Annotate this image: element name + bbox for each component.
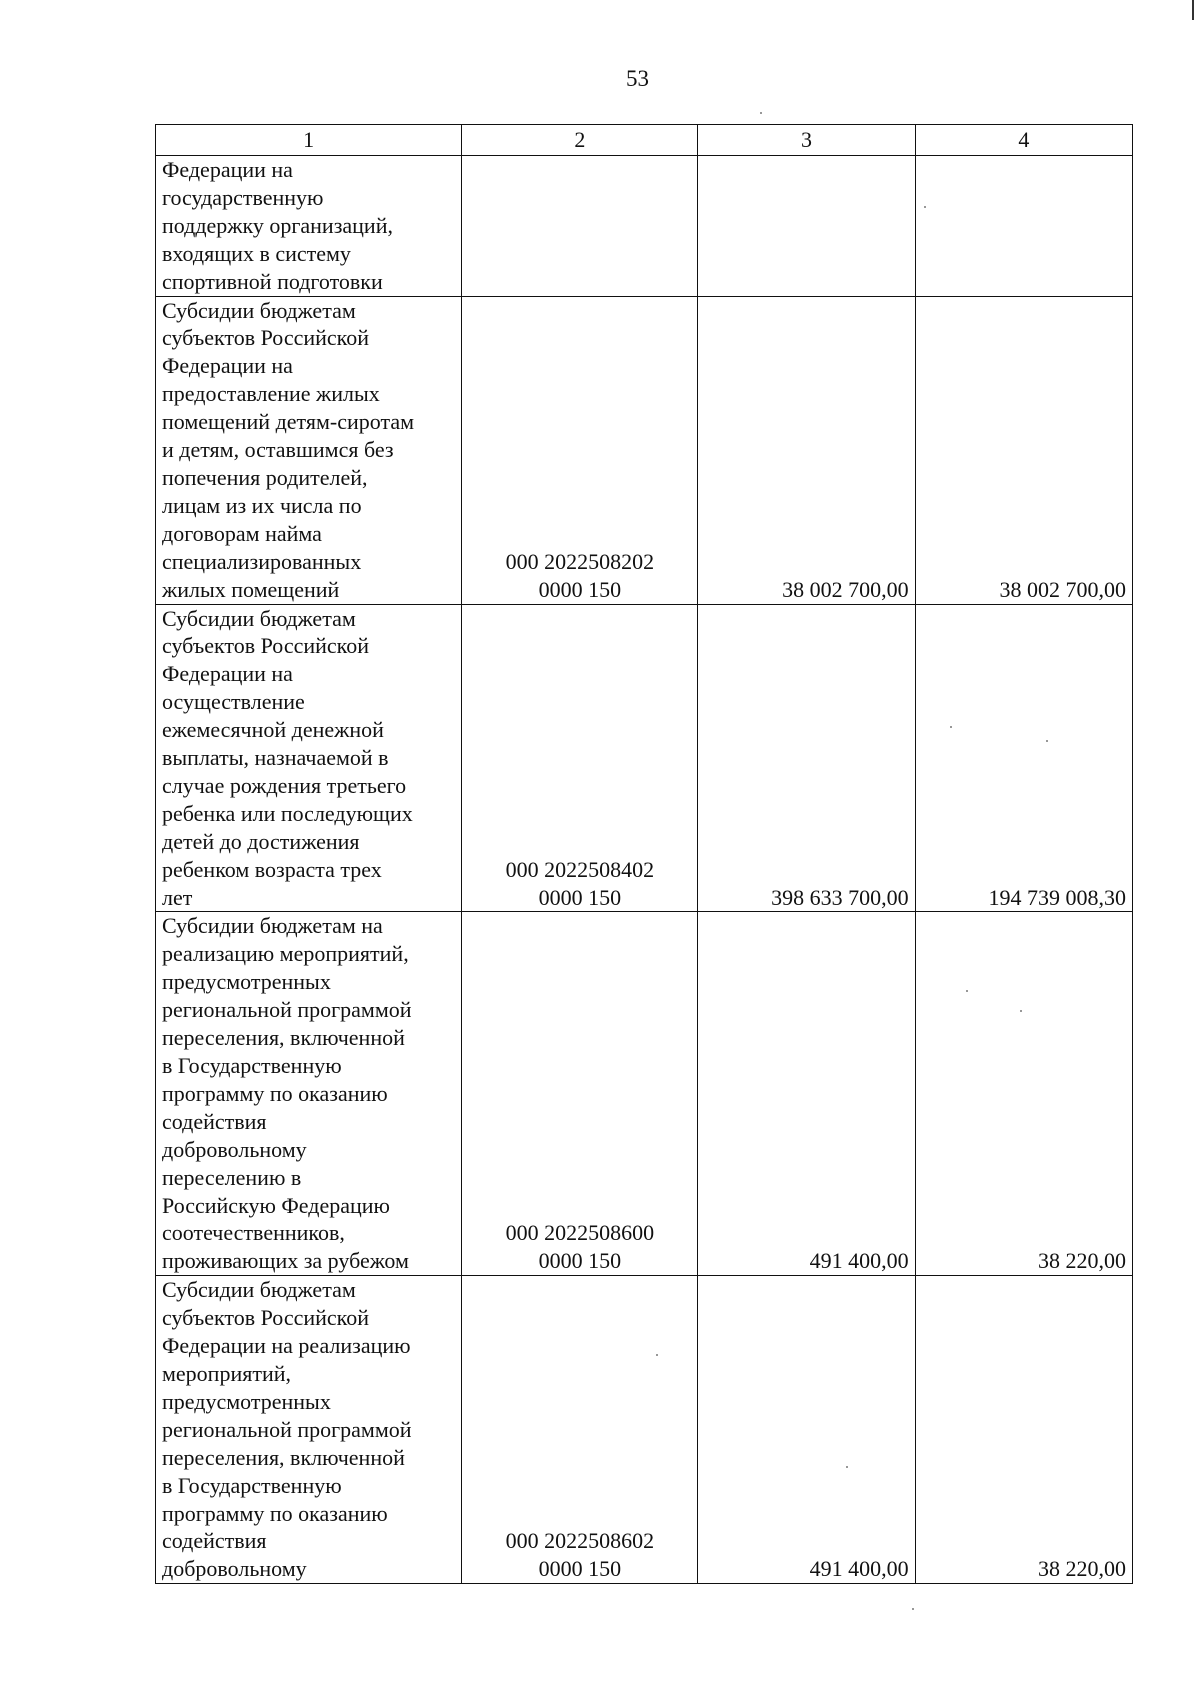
row-value4-cell — [915, 156, 1132, 297]
row-value3-cell — [698, 156, 915, 297]
scan-speck — [912, 1608, 914, 1610]
row-value3-cell: 38 002 700,00 — [698, 296, 915, 604]
row-value4-cell: 194 739 008,30 — [915, 604, 1132, 912]
table-header — [156, 125, 1133, 156]
scan-speck — [760, 112, 762, 114]
row-name-cell: Субсидии бюджетам на реализацию мероприятий, предусмотренных региональной программой переселения, включенной в Государственную программу по оказанию содействия добровольному переселению в Российскую Федерацию соотечественников, проживающих за рубежом — [156, 912, 462, 1276]
row-value4-cell: 38 220,00 — [915, 1276, 1132, 1584]
scan-speck — [966, 990, 968, 992]
row-code-cell — [462, 156, 698, 297]
budget-table — [155, 124, 1133, 1584]
header-col-2: 2 — [462, 125, 698, 156]
row-name-cell: Федерации на государственную поддержку организаций, входящих в систему спортивной подготовки — [156, 156, 462, 297]
table-row — [156, 1276, 1133, 1584]
row-code-cell: 000 2022508402 0000 150 — [462, 604, 698, 912]
scan-speck — [1020, 1010, 1022, 1012]
header-col-1: 1 — [156, 125, 462, 156]
row-value4-cell: 38 002 700,00 — [915, 296, 1132, 604]
header-row — [156, 125, 1133, 156]
page-number: 53 — [626, 66, 649, 91]
table-row — [156, 296, 1133, 604]
row-value3-cell: 491 400,00 — [698, 1276, 915, 1584]
scan-speck — [1046, 740, 1048, 742]
scan-speck — [656, 1354, 658, 1356]
scan-speck — [846, 1466, 848, 1468]
scan-speck — [924, 206, 926, 208]
row-code-cell: 000 2022508202 0000 150 — [462, 296, 698, 604]
table-body — [156, 156, 1133, 1584]
row-name-cell: Субсидии бюджетам субъектов Российской Федерации на предоставление жилых помещений детям-сиротам и детям, оставшимся без попечения родителей, лицам из их числа по договорам найма специализированных жилых помещений — [156, 296, 462, 604]
row-name-cell: Субсидии бюджетам субъектов Российской Федерации на реализацию мероприятий, предусмотренных региональной программой переселения, включенной в Государственную программу по оказанию содействия добровольному — [156, 1276, 462, 1584]
header-col-3: 3 — [698, 125, 915, 156]
table-row — [156, 912, 1133, 1276]
row-code-cell: 000 2022508600 0000 150 — [462, 912, 698, 1276]
header-col-4: 4 — [915, 125, 1132, 156]
table-row — [156, 156, 1133, 297]
row-name-cell: Субсидии бюджетам субъектов Российской Федерации на осуществление ежемесячной денежной выплаты, назначаемой в случае рождения третьего ребенка или последующих детей до достижения ребенком возраста трех лет — [156, 604, 462, 912]
scan-edge-mark — [1192, 0, 1194, 20]
row-value3-cell: 398 633 700,00 — [698, 604, 915, 912]
row-value3-cell: 491 400,00 — [698, 912, 915, 1276]
row-code-cell: 000 2022508602 0000 150 — [462, 1276, 698, 1584]
scan-speck — [950, 726, 952, 728]
table-row — [156, 604, 1133, 912]
row-value4-cell: 38 220,00 — [915, 912, 1132, 1276]
